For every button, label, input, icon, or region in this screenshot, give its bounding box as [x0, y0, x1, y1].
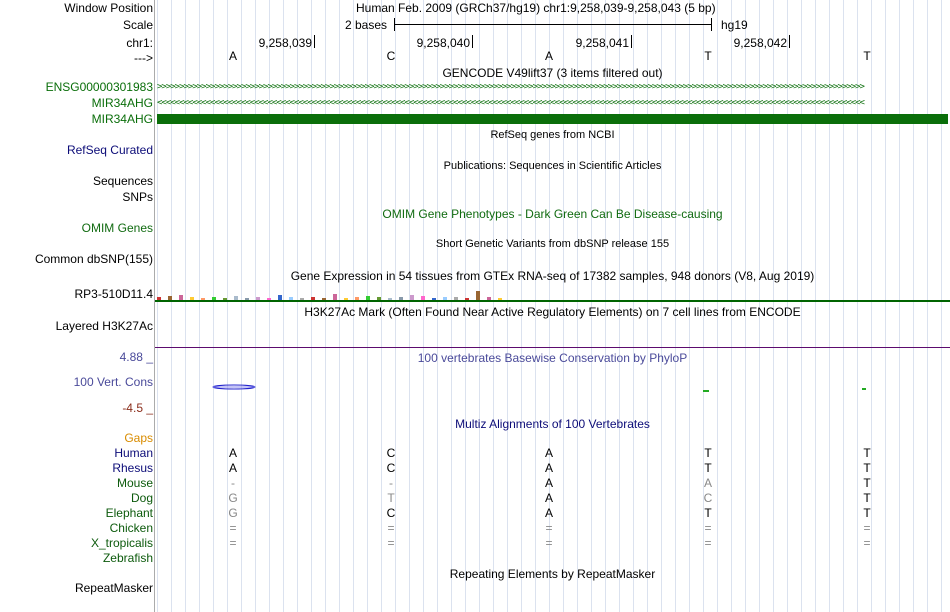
alignment-base: A: [544, 491, 554, 505]
cons-track-label[interactable]: 100 Vert. Cons: [73, 375, 153, 389]
alignment-base: =: [863, 521, 871, 535]
cons-max-label: 4.88 _: [119, 350, 153, 364]
gene-strand-forward[interactable]: >>>>>>>>>>>>>>>>>>>>>>>>>>>>>>>>>>>>>>>>>>>>>>>>>>>>>>>>>>>>>>>>>>>>>>>>>>>>>>>>>>>>>>>>>>>>>>>>>>>>>>>>>>>>>>>>>>>>>>>>>>>>>>>>>>>>>>>>>>>>>>>>>>>>>>>>>>>>>>>>: [157, 83, 864, 92]
species-label[interactable]: Zebrafish: [102, 551, 153, 565]
species-label[interactable]: Human: [114, 446, 153, 460]
pubs-snp-label[interactable]: SNPs: [122, 190, 153, 204]
alignment-base: A: [228, 461, 238, 475]
gtex-tissue-bar[interactable]: [476, 291, 480, 300]
alignment-base: T: [863, 506, 871, 520]
rmsk-track-title[interactable]: Repeating Elements by RepeatMasker: [449, 567, 656, 581]
gtex-expression-bars[interactable]: [157, 288, 677, 300]
alignment-base: =: [387, 521, 395, 535]
scale-bar-left-tick: [394, 18, 395, 31]
refseq-track-title[interactable]: RefSeq genes from NCBI: [490, 129, 615, 141]
scale-label: Scale: [122, 18, 153, 32]
reference-base: A: [228, 49, 238, 63]
alignment-base: G: [228, 491, 238, 505]
gencode-item-label[interactable]: ENSG00000301983: [45, 80, 153, 94]
alignment-base: A: [544, 446, 554, 460]
ruler-tick: [314, 35, 315, 48]
ruler-coordinate: 9,258,040: [416, 36, 470, 50]
gencode-track-title[interactable]: GENCODE V49lift37 (3 items filtered out): [442, 66, 663, 80]
dbsnp-track-label[interactable]: Common dbSNP(155): [34, 252, 153, 266]
omim-track-label[interactable]: OMIM Genes: [81, 221, 153, 235]
ruler-tick: [631, 35, 632, 48]
refseq-track-label[interactable]: RefSeq Curated: [66, 143, 153, 157]
alignment-base: C: [386, 506, 396, 520]
alignment-base: T: [863, 446, 871, 460]
alignment-base: C: [386, 461, 396, 475]
track-divider: [155, 300, 950, 302]
assembly-label: hg19: [721, 18, 748, 32]
ruler-coordinate: 9,258,041: [575, 36, 629, 50]
chrom-label: chr1:: [126, 36, 153, 50]
alignment-base: T: [704, 506, 712, 520]
gaps-label: Gaps: [124, 431, 153, 445]
window-position-text: Human Feb. 2009 (GRCh37/hg19) chr1:9,258,039-9,258,043 (5 bp): [356, 1, 716, 15]
conservation-peak: [862, 388, 866, 390]
alignment-base: =: [863, 536, 871, 550]
species-label[interactable]: Mouse: [116, 476, 153, 490]
cons-track-title[interactable]: 100 vertebrates Basewise Conservation by PhyloP: [417, 351, 688, 365]
gtex-track-title[interactable]: Gene Expression in 54 tissues from GTEx RNA-seq of 17382 samples, 948 donors (V8, Aug 2019): [290, 269, 815, 283]
reference-base: A: [544, 49, 554, 63]
alignment-base: =: [545, 536, 553, 550]
conservation-peak: [703, 390, 709, 392]
alignment-base: =: [229, 536, 237, 550]
scale-text: 2 bases: [345, 18, 388, 32]
alignment-base: T: [863, 491, 871, 505]
alignment-base: =: [229, 521, 237, 535]
strand-label: --->: [134, 51, 153, 65]
species-label[interactable]: Dog: [130, 491, 153, 505]
gencode-item-label[interactable]: MIR34AHG: [91, 96, 153, 110]
alignment-base: =: [545, 521, 553, 535]
alignment-base: T: [863, 476, 871, 490]
reference-base: T: [863, 49, 871, 63]
alignment-base: A: [228, 446, 238, 460]
multiz-track-title[interactable]: Multiz Alignments of 100 Vertebrates: [455, 417, 650, 431]
gencode-item-label[interactable]: MIR34AHG: [91, 112, 153, 126]
track-divider: [155, 347, 950, 348]
h3k27-track-label[interactable]: Layered H3K27Ac: [55, 319, 153, 333]
alignment-base: T: [704, 446, 712, 460]
dbsnp-track-title[interactable]: Short Genetic Variants from dbSNP release 155: [435, 238, 670, 250]
alignment-base: C: [386, 446, 396, 460]
alignment-base: A: [544, 506, 554, 520]
ruler-tick: [472, 35, 473, 48]
alignment-base: A: [703, 476, 713, 490]
alignment-base: =: [704, 536, 712, 550]
window-position-label: Window Position: [64, 1, 153, 15]
scale-bar-right-tick: [711, 18, 712, 31]
conservation-signal: [210, 383, 260, 391]
alignment-base: -: [231, 476, 235, 490]
species-label[interactable]: Chicken: [109, 521, 153, 535]
alignment-base: A: [544, 476, 554, 490]
alignment-base: T: [387, 491, 395, 505]
ruler-coordinate: 9,258,039: [258, 36, 312, 50]
reference-base: T: [704, 49, 712, 63]
scale-bar: [394, 24, 712, 25]
ruler-tick: [789, 35, 790, 48]
pubs-track-title[interactable]: Publications: Sequences in Scientific Articles: [443, 160, 662, 172]
gene-exon-block[interactable]: [157, 114, 948, 124]
species-label[interactable]: Elephant: [105, 506, 153, 520]
omim-track-title[interactable]: OMIM Gene Phenotypes - Dark Green Can Be Disease-causing: [382, 207, 723, 221]
alignment-base: =: [387, 536, 395, 550]
alignment-base: -: [389, 476, 393, 490]
alignment-base: A: [544, 461, 554, 475]
alignment-base: G: [228, 506, 238, 520]
ruler-coordinate: 9,258,042: [733, 36, 787, 50]
pubs-track-label[interactable]: Sequences: [92, 174, 153, 188]
reference-base: C: [386, 49, 396, 63]
alignment-base: T: [863, 461, 871, 475]
alignment-base: T: [704, 461, 712, 475]
h3k27-track-title[interactable]: H3K27Ac Mark (Often Found Near Active Regulatory Elements) on 7 cell lines from ENCODE: [304, 305, 801, 319]
species-label[interactable]: X_tropicalis: [90, 536, 153, 550]
cons-min-label: -4.5 _: [122, 401, 153, 415]
gene-strand-reverse[interactable]: <<<<<<<<<<<<<<<<<<<<<<<<<<<<<<<<<<<<<<<<<<<<<<<<<<<<<<<<<<<<<<<<<<<<<<<<<<<<<<<<<<<<<<<<<<<<<<<<<<<<<<<<<<<<<<<<<<<<<<<<<<<<<<<<<<<<<<<<<<<<<<<<<<<<<<<<<<<<<<<<: [157, 99, 864, 108]
gtex-track-label[interactable]: RP3-510D11.4: [74, 287, 153, 301]
alignment-base: C: [703, 491, 713, 505]
species-label[interactable]: Rhesus: [112, 461, 153, 475]
alignment-base: =: [704, 521, 712, 535]
rmsk-track-label[interactable]: RepeatMasker: [74, 581, 153, 595]
